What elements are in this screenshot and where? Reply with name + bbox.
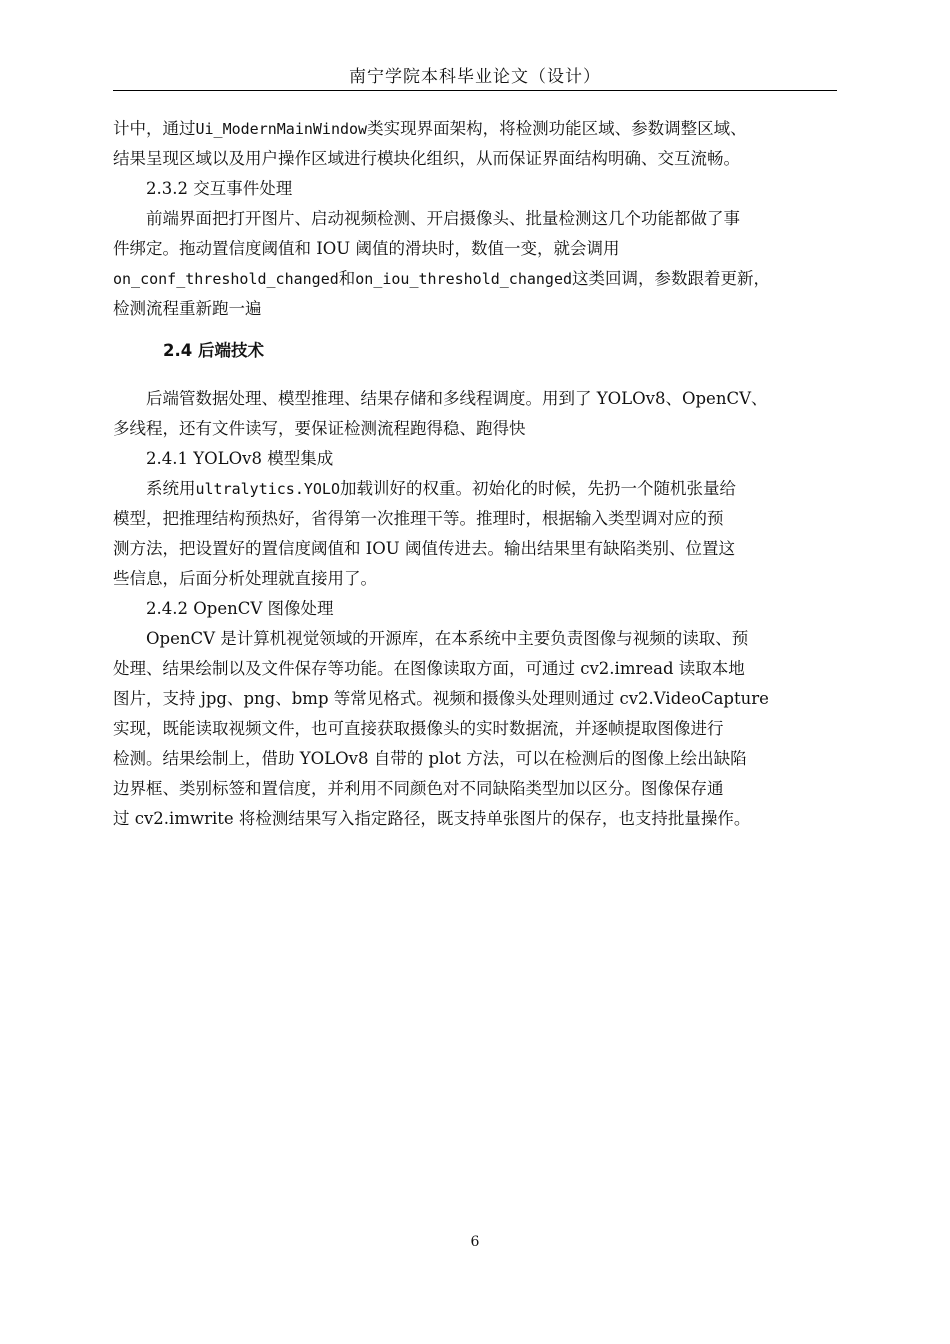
page-header	[113, 64, 837, 91]
text-line: 实现，既能读取视频文件，也可直接获取摄像头的实时数据流，并逐帧提取图像进行	[113, 719, 724, 738]
text-line: 边界框、类别标签和置信度，并利用不同颜色对不同缺陷类型加以区分。图像保存通	[113, 779, 724, 798]
paragraph-opencv-processing	[113, 624, 837, 834]
text-line: 测方法，把设置好的置信度阈值和 IOU 阈值传进去。输出结果里有缺陷类别、位置这	[113, 539, 735, 558]
section-heading-2-4: 2.4 后端技术	[163, 341, 264, 360]
text-line: 多线程，还有文件读写，要保证检测流程跑得稳、跑得快	[113, 419, 526, 438]
text-line: 后端管数据处理、模型推理、结果存储和多线程调度。用到了 YOLOv8、OpenCV、	[146, 389, 768, 408]
text-line: 处理、结果绘制以及文件保存等功能。在图像读取方面，可通过 cv2.imread 读取本地	[113, 659, 745, 678]
paragraph-yolov8-integration	[113, 474, 837, 594]
text-line: 检测。结果绘制上，借助 YOLOv8 自带的 plot 方法，可以在检测后的图像上绘出缺陷	[113, 749, 747, 768]
text-line: 些信息，后面分析处理就直接用了。	[113, 569, 377, 588]
code-ultralytics-yolo: ultralytics.YOLO	[195, 480, 340, 498]
paragraph-backend-overview	[113, 384, 837, 444]
header-title: 南宁学院本科毕业论文（设计）	[349, 67, 601, 87]
section-heading-2-4-2: 2.4.2 OpenCV 图像处理	[146, 599, 334, 618]
code-callback-iou: on_iou_threshold_changed	[355, 270, 573, 288]
text-line: 过 cv2.imwrite 将检测结果写入指定路径，既支持单张图片的保存，也支持批量操作。	[113, 809, 751, 828]
paragraph-ui-architecture	[113, 114, 837, 174]
text-line: 图片，支持 jpg、png、bmp 等常见格式。视频和摄像头处理则通过 cv2.VideoCapture	[113, 689, 769, 708]
text-line: OpenCV 是计算机视觉领域的开源库，在本系统中主要负责图像与视频的读取、预	[146, 629, 749, 648]
section-heading-2-3-2: 2.3.2 交互事件处理	[146, 179, 293, 198]
text-line: 计中，通过Ui_ModernMainWindow类实现界面架构，将检测功能区域、参数调整区域、	[113, 119, 747, 138]
text-line: 系统用ultralytics.YOLO加载训好的权重。初始化的时候，先扔一个随机张量给	[146, 479, 736, 498]
paragraph-interaction-events	[113, 204, 837, 324]
page-content	[113, 114, 837, 834]
text-line: on_conf_threshold_changed和on_iou_threshold_changed这类回调，参数跟着更新，	[113, 269, 771, 288]
code-class-name: Ui_ModernMainWindow	[195, 120, 368, 138]
text-line: 件绑定。拖动置信度阈值和 IOU 阈值的滑块时，数值一变，就会调用	[113, 239, 620, 258]
text-line: 结果呈现区域以及用户操作区域进行模块化组织，从而保证界面结构明确、交互流畅。	[113, 149, 740, 168]
text-line: 前端界面把打开图片、启动视频检测、开启摄像头、批量检测这几个功能都做了事	[146, 209, 740, 228]
text-line: 模型，把推理结构预热好，省得第一次推理干等。推理时，根据输入类型调对应的预	[113, 509, 724, 528]
code-callback-conf: on_conf_threshold_changed	[113, 270, 339, 288]
section-heading-2-4-1: 2.4.1 YOLOv8 模型集成	[146, 449, 334, 468]
page-number: 6	[470, 1234, 480, 1250]
text-line: 检测流程重新跑一遍	[113, 299, 262, 318]
